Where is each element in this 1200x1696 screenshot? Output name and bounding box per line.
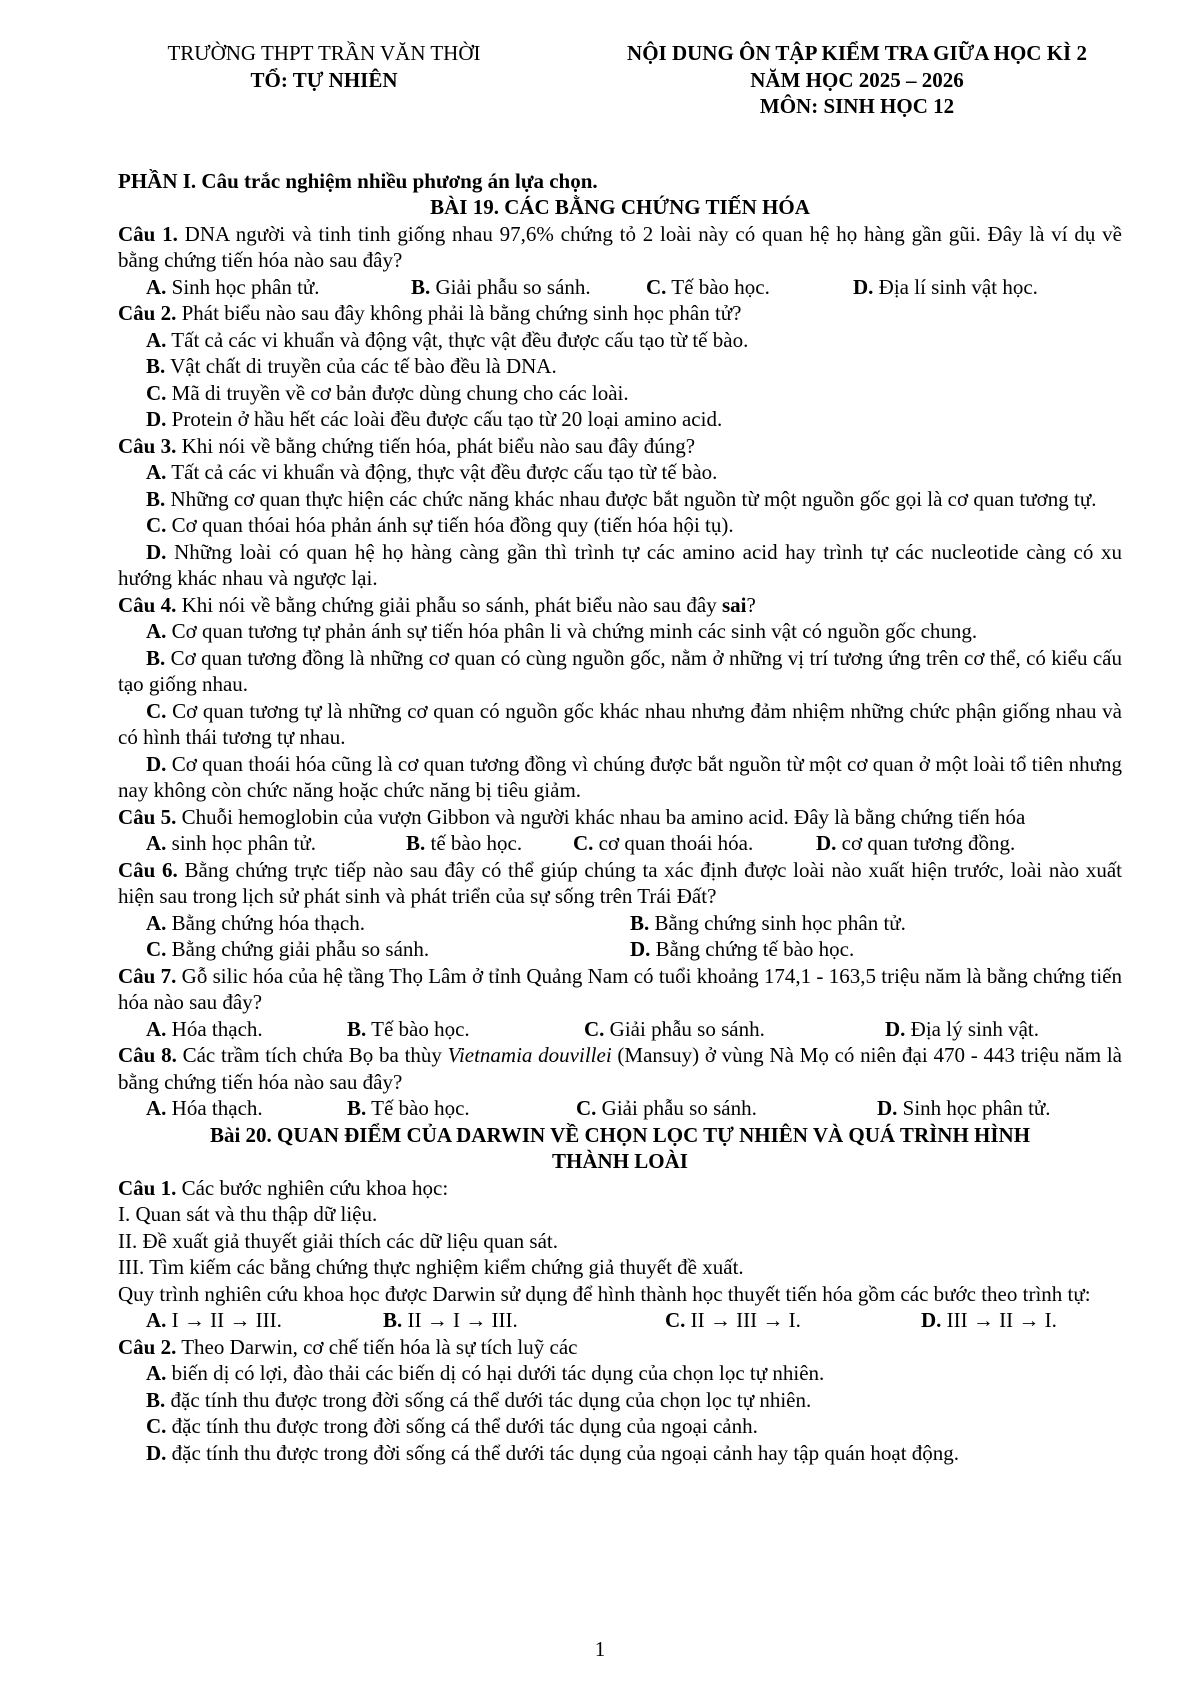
question-text: DNA người và tinh tinh giống nhau 97,6% chứng tỏ 2 loài này có quan hệ họ hàng gần gũi. Đây là ví dụ về bằng chứng tiến hóa nào sau đây?: [118, 221, 1122, 272]
lesson19-q5-options: [118, 830, 1122, 857]
option-c: C. Cơ quan thóai hóa phản ánh sự tiến hóa đồng quy (tiến hóa hội tụ).: [146, 513, 734, 537]
lesson20-title-line2: THÀNH LOÀI: [552, 1149, 688, 1173]
research-step-3: III. Tìm kiếm các bằng chứng thực nghiệm kiểm chứng giả thuyết đề xuất.: [118, 1255, 744, 1279]
lesson19-q6-options-row1: [118, 910, 1122, 937]
question-prompt: Quy trình nghiên cứu khoa học được Darwin sử dụng để hình thành học thuyết tiến hóa gồm các bước theo trình tự:: [118, 1281, 1091, 1306]
option-a: A. Cơ quan tương tự phản ánh sự tiến hóa phân li và chứng minh các sinh vật có nguồn gốc chung.: [146, 619, 978, 643]
exam-title-block: [592, 40, 1122, 120]
option-d: D. Địa lý sinh vật.: [885, 1016, 1039, 1041]
option-b: B. II → I → III.: [383, 1308, 518, 1332]
department-name: TỔ: TỰ NHIÊN: [250, 67, 398, 92]
option-a: A. I → II → III.: [146, 1308, 282, 1332]
option-d: D. đặc tính thu được trong đời sống cá thể dưới tác dụng của ngoại cảnh hay tập quán hoạt động.: [146, 1440, 960, 1465]
option-b: B. Tế bào học.: [347, 1016, 470, 1041]
option-d: D. III → II → I.: [921, 1308, 1057, 1332]
option-c: C. Bằng chứng giải phẫu so sánh.: [146, 937, 430, 961]
option-d: D. cơ quan tương đồng.: [816, 831, 1016, 855]
lesson19-question-6: Câu 6. Bằng chứng trực tiếp nào sau đây có thể giúp chúng ta xác định được loài nào xuất hiện trước, loài nào xuất hiện sau trong lịch sử phát sinh và phát triển của sự sống trên Trái Đất?: [118, 857, 1122, 908]
option-d: D. Sinh học phân tử.: [877, 1096, 1051, 1120]
option-a: A. Hóa thạch.: [146, 1016, 263, 1041]
option-d: D. Cơ quan thoái hóa cũng là cơ quan tương đồng vì chúng được bắt nguồn từ một cơ quan ở một loài tổ tiên nhưng nay không còn chức năng hoặc chức năng bị tiêu giảm.: [118, 751, 1122, 802]
lesson19-question-1: [118, 221, 1122, 274]
option-b: B. Vật chất di truyền của các tế bào đều là DNA.: [146, 354, 557, 378]
option-b: B. Tế bào học.: [347, 1096, 470, 1120]
subject-name: MÔN: SINH HỌC 12: [759, 94, 955, 118]
option-b: B. Cơ quan tương đồng là những cơ quan có cùng nguồn gốc, nằm ở những vị trí tương ứng trên cơ thể, có kiểu cấu tạo giống nhau.: [118, 645, 1122, 696]
option-d: D. Những loài có quan hệ họ hàng càng gần thì trình tự các amino acid hay trình tự các nucleotide càng có xu hướng khác nhau và ngược lại.: [118, 539, 1122, 590]
lesson19-q8-options: [118, 1095, 1122, 1122]
option-a: A. Sinh học phân tử.: [146, 274, 320, 299]
lesson20-q1-options: [118, 1307, 1122, 1334]
school-year: NĂM HỌC 2025 – 2026: [750, 67, 964, 92]
option-c: C. Tế bào học.: [646, 274, 770, 299]
option-a: A. sinh học phân tử.: [146, 831, 317, 855]
part-title: PHẦN I. Câu trắc nghiệm nhiều phương án lựa chọn.: [118, 168, 598, 193]
lesson19-title: BÀI 19. CÁC BẰNG CHỨNG TIẾN HÓA: [430, 195, 810, 219]
lesson20-title-line1: Bài 20. QUAN ĐIỂM CỦA DARWIN VỀ CHỌN LỌC TỰ NHIÊN VÀ QUÁ TRÌNH HÌNH: [209, 1122, 1031, 1147]
lesson19-q7-options: [118, 1016, 1122, 1043]
option-b: B. Những cơ quan thực hiện các chức năng khác nhau được bắt nguồn từ một nguồn gốc gọi là cơ quan tương tự.: [146, 486, 1097, 511]
option-a: A. Bằng chứng hóa thạch.: [146, 910, 365, 935]
option-c: C. Giải phẫu so sánh.: [576, 1096, 757, 1120]
option-a: A. Tất cả các vi khuẩn và động vật, thực vật đều được cấu tạo từ tế bào.: [146, 327, 749, 352]
lesson20-question-1: Câu 1. Các bước nghiên cứu khoa học:: [118, 1175, 449, 1200]
option-b: B. Bằng chứng sinh học phân tử.: [630, 910, 906, 935]
option-c: C. đặc tính thu được trong đời sống cá thể dưới tác dụng của ngoại cảnh.: [146, 1414, 758, 1438]
document-header: [118, 40, 1122, 120]
option-c: C. Giải phẫu so sánh.: [584, 1016, 765, 1041]
lesson19-question-8: Câu 8. Các trầm tích chứa Bọ ba thùy Vietnamia douvillei (Mansuy) ở vùng Nà Mọ có niên đại 470 - 443 triệu năm là bằng chứng tiến hóa nào sau đây?: [118, 1043, 1122, 1094]
lesson19-q6-options-row2: [118, 936, 1122, 963]
option-b: B. đặc tính thu được trong đời sống cá thể dưới tác dụng của chọn lọc tự nhiên.: [146, 1387, 812, 1412]
option-b: B. Giải phẫu so sánh.: [411, 274, 591, 299]
lesson19-question-5: Câu 5. Chuỗi hemoglobin của vượn Gibbon và người khác nhau ba amino acid. Đây là bằng chứng tiến hóa: [118, 804, 1026, 829]
lesson20-question-2: Câu 2. Theo Darwin, cơ chế tiến hóa là sự tích luỹ các: [118, 1334, 578, 1359]
option-c: C. cơ quan thoái hóa.: [573, 831, 754, 855]
option-a: A. Hóa thạch.: [146, 1096, 263, 1120]
school-block: [124, 40, 524, 120]
research-step-2: II. Đề xuất giả thuyết giải thích các dữ liệu quan sát.: [118, 1228, 558, 1253]
lesson19-question-2: Câu 2. Phát biểu nào sau đây không phải là bằng chứng sinh học phân tử?: [118, 301, 742, 325]
lesson19-q1-options: [118, 274, 1122, 301]
option-a: A. biến dị có lợi, đào thải các biến dị có hại dưới tác dụng của chọn lọc tự nhiên.: [146, 1361, 825, 1385]
option-c: C. II → III → I.: [665, 1308, 801, 1332]
option-d: D. Bằng chứng tế bào học.: [630, 937, 855, 961]
option-a: A. Tất cả các vi khuẩn và động, thực vật đều được cấu tạo từ tế bào.: [146, 460, 718, 484]
research-step-1: I. Quan sát và thu thập dữ liệu.: [118, 1202, 378, 1226]
lesson19-question-4: Câu 4. Khi nói về bằng chứng giải phẫu so sánh, phát biểu nào sau đây sai?: [118, 592, 756, 617]
option-c: C. Cơ quan tương tự là những cơ quan có nguồn gốc khác nhau nhưng đảm nhiệm những chức phận giống nhau và có hình thái tương tự nhau.: [118, 698, 1122, 749]
option-b: B. tế bào học.: [406, 831, 523, 855]
school-name: TRƯỜNG THPT TRẦN VĂN THỜI: [167, 41, 481, 65]
option-c: C. Mã di truyền về cơ bản được dùng chung cho các loài.: [146, 380, 629, 405]
lesson19-question-3: Câu 3. Khi nói về bằng chứng tiến hóa, phát biểu nào sau đây đúng?: [118, 433, 696, 458]
option-d: D. Protein ở hầu hết các loài đều được cấu tạo từ 20 loại amino acid.: [146, 407, 723, 431]
page-number: 1: [594, 1637, 606, 1661]
lesson19-question-7: Câu 7. Gỗ silic hóa của hệ tầng Thọ Lâm ở tỉnh Quảng Nam có tuổi khoảng 174,1 - 163,5 triệu năm là bằng chứng tiến hóa nào sau đây?: [118, 963, 1122, 1014]
option-d: D. Địa lí sinh vật học.: [853, 274, 1038, 299]
question-label: Câu 1.: [118, 221, 178, 246]
species-name: Vietnamia douvillei: [447, 1043, 612, 1067]
exam-title: NỘI DUNG ÔN TẬP KIỂM TRA GIỮA HỌC KÌ 2: [627, 41, 1087, 65]
